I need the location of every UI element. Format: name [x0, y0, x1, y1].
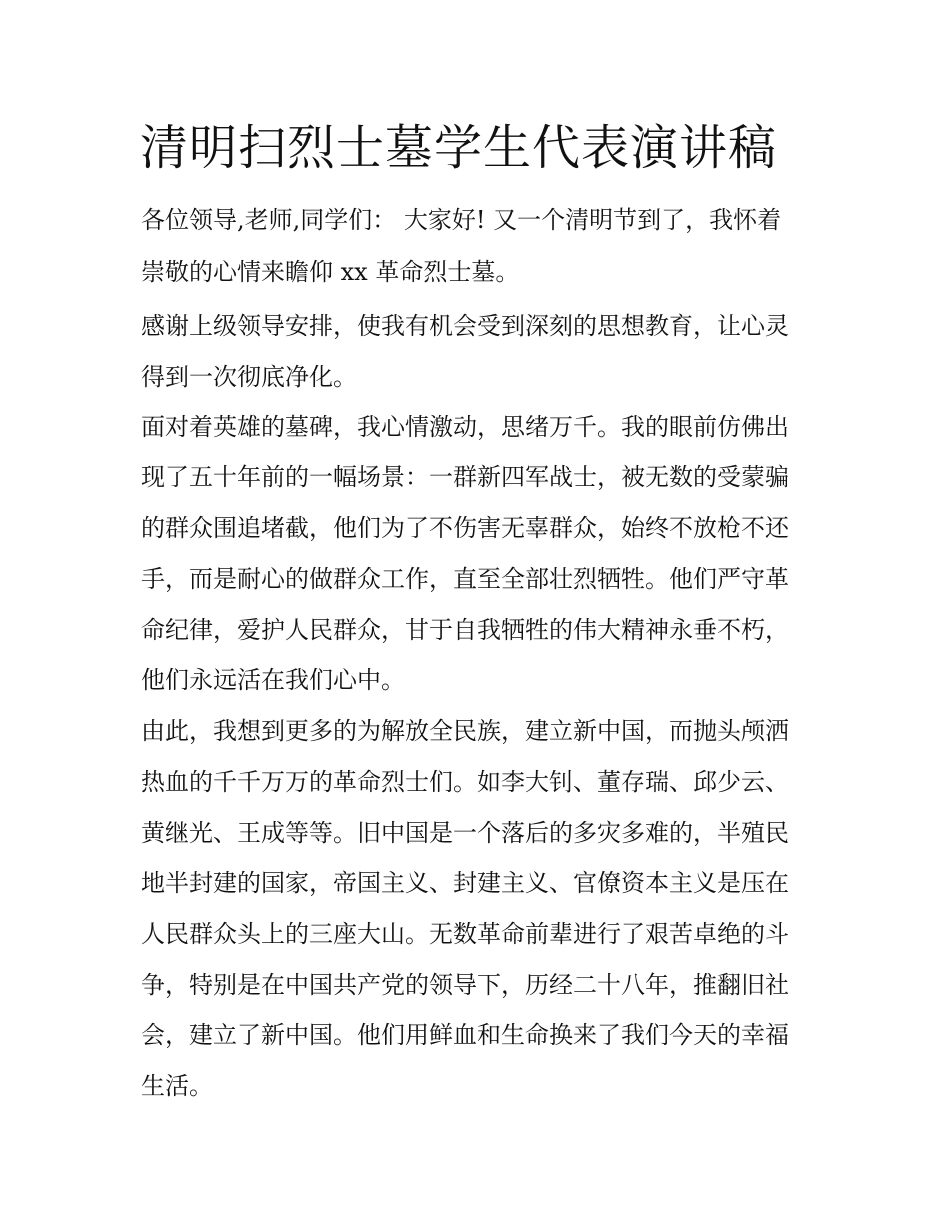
- text-line: 人民群众头上的三座大山。无数革命前辈进行了艰苦卓绝的斗: [141, 920, 789, 948]
- text-line: 感谢上级领导安排，使我有机会受到深刻的思想教育，让心灵: [141, 312, 789, 340]
- text-line: 地半封建的国家，帝国主义、封建主义、官僚资本主义是压在: [141, 869, 789, 897]
- text-line: 的群众围追堵截，他们为了不伤害无辜群众，始终不放枪不还: [141, 514, 789, 542]
- text-line: 手，而是耐心的做群众工作，直至全部壮烈牺牲。他们严守革: [141, 565, 789, 593]
- text-line: 面对着英雄的墓碑，我心情激动，思绪万千。我的眼前仿佛出: [141, 413, 789, 441]
- text-line: 黄继光、王成等等。旧中国是一个落后的多灾多难的，半殖民: [141, 819, 789, 847]
- text-line: 崇敬的心情来瞻仰 xx 革命烈士墓。: [141, 258, 520, 286]
- text-line: 命纪律，爱护人民群众，甘于自我牺牲的伟大精神永垂不朽，: [141, 616, 789, 644]
- text-line: 各位领导,老师,同学们： 大家好! 又一个清明节到了，我怀着: [141, 206, 782, 234]
- text-line: 得到一次彻底净化。: [141, 363, 357, 391]
- text-line: 生活。: [141, 1072, 213, 1100]
- text-line: 现了五十年前的一幅场景：一群新四军战士，被无数的受蒙骗: [141, 463, 789, 491]
- text-line: 会，建立了新中国。他们用鲜血和生命换来了我们今天的幸福: [141, 1021, 789, 1049]
- text-line: 热血的千千万万的革命烈士们。如李大钊、董存瑞、邱少云、: [141, 768, 789, 796]
- text-line: 他们永远活在我们心中。: [141, 666, 405, 694]
- document-title: 清明扫烈士墓学生代表演讲稿: [140, 120, 778, 176]
- text-line: 争，特别是在中国共产党的领导下，历经二十八年，推翻旧社: [141, 971, 789, 999]
- text-line: 由此，我想到更多的为解放全民族，建立新中国，而抛头颅洒: [141, 717, 789, 745]
